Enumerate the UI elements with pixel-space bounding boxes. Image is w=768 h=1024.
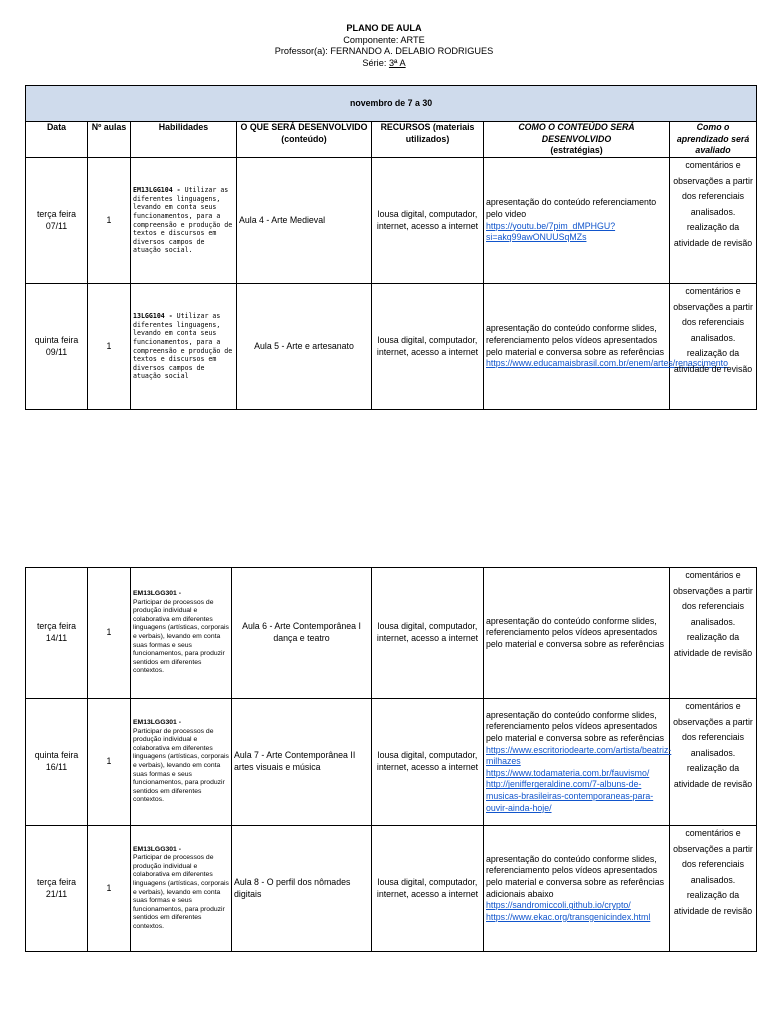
row-strategy — [484, 568, 670, 699]
table-row — [26, 568, 757, 699]
skill-text: Participar de processos de produção individual e colaborativa em diferentes linguagens (artísticas, corporais e verbais), levando em conta suas formas e seus funcionamentos, para produzir sentidos em diferentes contextos. — [133, 598, 229, 675]
reference-link[interactable]: https://sandromiccoli.github.io/crypto/ — [486, 900, 631, 911]
table-row — [26, 284, 757, 410]
col-estrategias-sub: (estratégias) — [550, 145, 603, 156]
row-evaluation: comentários e observações a partir dos referenciais analisados. realização da atividade de revisão — [670, 158, 757, 284]
skill-text: Participar de processos de produção individual e colaborativa em diferentes linguagens (artísticas, corporais e verbais), levando em conta suas formas e seus funcionamentos, para produzir sentidos em diferentes contextos. — [133, 727, 229, 804]
row-strategy — [484, 826, 670, 952]
component-line: Componente: ARTE — [343, 34, 425, 45]
grade-value: 3ª A — [388, 57, 406, 68]
row-aulas: 1 — [88, 568, 131, 699]
row-content: Aula 4 - Arte Medieval — [237, 158, 372, 284]
table-row — [26, 699, 757, 826]
row-skill — [131, 699, 232, 826]
column-headers — [26, 122, 757, 158]
row-skill — [131, 826, 232, 952]
row-content: Aula 7 - Arte Contemporânea II artes visuais e música — [232, 699, 372, 826]
reference-link[interactable]: https://www.todamateria.com.br/fauvismo/ — [486, 767, 650, 778]
grade-line — [0, 58, 768, 70]
teacher-line: Professor(a): FERNANDO A. DELABIO RODRIGUES — [274, 46, 494, 56]
col-recursos: RECURSOS (materiais utilizados) — [372, 122, 484, 158]
col-avaliacao: Como o aprendizado será avaliado — [670, 122, 757, 158]
row-evaluation: comentários e observações a partir dos referenciais analisados. realização da atividade de revisão — [670, 826, 757, 952]
row-date: quinta feira 09/11 — [26, 284, 88, 410]
col-habilidades: Habilidades — [131, 122, 237, 158]
row-date: terça feira 07/11 — [26, 158, 88, 284]
row-evaluation: comentários e observações a partir dos referenciais analisados. realização da atividade de revisão — [670, 284, 757, 410]
table-row — [26, 826, 757, 952]
row-resources: lousa digital, computador, internet, acesso a internet — [372, 699, 484, 826]
skill-code: 13LGG104 - — [133, 312, 173, 321]
row-skill — [131, 158, 237, 284]
reference-link[interactable]: https://youtu.be/7pim_dMPHGU?si=akq99awONUUSqMZs — [486, 220, 616, 243]
col-data: Data — [26, 122, 88, 158]
row-content: Aula 5 - Arte e artesanato — [237, 284, 372, 410]
skill-code: EM13LGG301 - — [133, 590, 181, 598]
row-date: terça feira 21/11 — [26, 826, 88, 952]
strategy-text: apresentação do conteúdo conforme slides, referenciamento pelos vídeos apresentados pelo material e conversa sobre as referências — [486, 323, 664, 357]
reference-link[interactable]: https://www.escritoriodearte.com/artista/beatriz-milhazes — [486, 744, 672, 767]
month-header: novembro de 7 a 30 — [26, 86, 757, 122]
reference-link[interactable]: https://www.educamaisbrasil.com.br/enem/artes/renascimento — [486, 358, 729, 369]
row-date: terça feira 14/11 — [26, 568, 88, 699]
row-resources: lousa digital, computador, internet, acesso a internet — [372, 158, 484, 284]
row-content: Aula 8 - O perfil dos nômades digitais — [232, 826, 372, 952]
col-conteudo: O QUE SERÁ DESENVOLVIDO (conteúdo) — [237, 122, 372, 158]
skill-code: EM13LGG301 - — [133, 719, 181, 727]
row-evaluation: comentários e observações a partir dos referenciais analisados. realização da atividade de revisão — [670, 699, 757, 826]
row-skill — [131, 284, 237, 410]
skill-code: EM13LGG104 - — [133, 186, 181, 195]
skill-text: Utilizar as diferentes linguagens, levando em conta seus funcionamentos, para a compreensão e produção de textos e discursos em diversos campos de atuação social — [133, 312, 233, 381]
document-header — [0, 23, 768, 69]
row-date: quinta feira 16/11 — [26, 699, 88, 826]
lesson-table-1 — [25, 85, 757, 410]
table-row — [26, 158, 757, 284]
lesson-table-2 — [25, 567, 757, 952]
row-aulas: 1 — [88, 826, 131, 952]
row-evaluation: comentários e observações a partir dos referenciais analisados. realização da atividade de revisão — [670, 568, 757, 699]
row-aulas: 1 — [88, 284, 131, 410]
skill-text: Utilizar as diferentes linguagens, levando em conta seus funcionamentos, para a compreensão e produção de textos e discursos em diversos campos de atuação social. — [133, 186, 233, 255]
skill-text: Participar de processos de produção individual e colaborativa em diferentes linguagens (artísticas, corporais e verbais), levando em conta suas formas e seus funcionamentos, para produzir sentidos em diferentes contextos. — [133, 854, 229, 930]
row-aulas: 1 — [88, 158, 131, 284]
document-title: PLANO DE AULA — [346, 23, 422, 33]
strategy-text: apresentação do conteúdo conforme slides, referenciamento pelos vídeos apresentados pelo material e conversa sobre as referências adicionais abaixo — [486, 853, 664, 899]
grade-label: Série: — [362, 57, 389, 68]
row-skill — [131, 568, 232, 699]
reference-link[interactable]: http://jeniffergeraldine.com/7-albuns-de-musicas-brasileiras-contemporaneas-para-ouvir-ainda-hoje/ — [486, 779, 654, 813]
col-estrategias — [484, 122, 670, 158]
reference-link[interactable]: https://www.ekac.org/transgenicindex.html — [486, 911, 651, 922]
skill-code: EM13LGG301 - — [133, 845, 181, 853]
strategy-text: apresentação do conteúdo referenciamento pelo video — [486, 197, 657, 219]
row-resources: lousa digital, computador, internet, acesso a internet — [372, 826, 484, 952]
row-strategy — [484, 699, 670, 826]
row-resources: lousa digital, computador, internet, acesso a internet — [372, 284, 484, 410]
row-strategy — [484, 158, 670, 284]
strategy-text: apresentação do conteúdo conforme slides, referenciamento pelos vídeos apresentados pelo material e conversa sobre as referências — [486, 615, 664, 649]
row-content: Aula 6 - Arte Contemporânea I dança e teatro — [232, 568, 372, 699]
row-aulas: 1 — [88, 699, 131, 826]
col-estrategias-title: COMO O CONTEÚDO SERÁ DESENVOLVIDO — [518, 122, 635, 144]
col-aulas: Nº aulas — [88, 122, 131, 158]
strategy-text: apresentação do conteúdo conforme slides, referenciamento pelos vídeos apresentados pelo material e conversa sobre as referências — [486, 709, 664, 744]
row-resources: lousa digital, computador, internet, acesso a internet — [372, 568, 484, 699]
